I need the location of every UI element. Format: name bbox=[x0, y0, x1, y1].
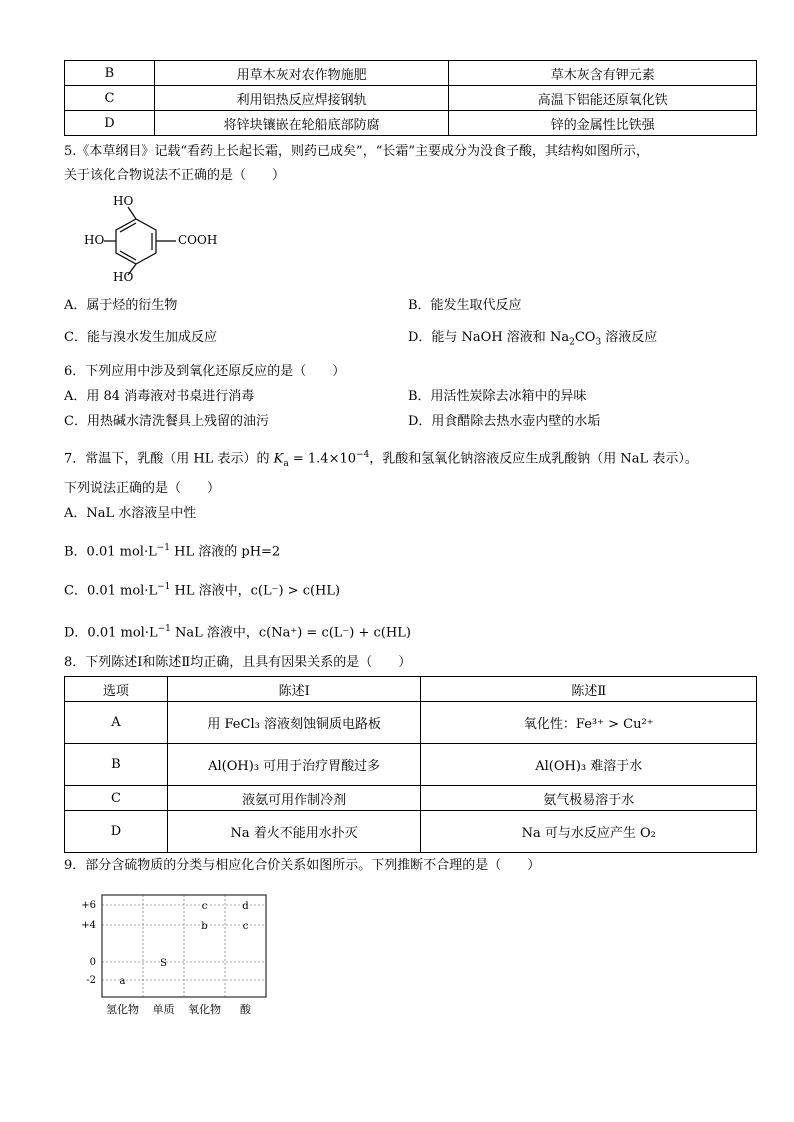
statement-2-cell: 草木灰含有钾元素 bbox=[449, 61, 757, 86]
statement-2-cell: Al(OH)₃ 难溶于水 bbox=[421, 744, 757, 786]
q5-option-b: B．能发生取代反应 bbox=[408, 298, 522, 313]
table-header-row bbox=[65, 677, 757, 702]
q7-option-c bbox=[64, 578, 340, 600]
q7-b-tail: HL 溶液的 pH=2 bbox=[170, 544, 281, 560]
statement-2-cell: 氧化性：Fe³⁺ > Cu²⁺ bbox=[421, 702, 757, 744]
q7-stem-line2: 下列说法正确的是（ ） bbox=[64, 481, 221, 496]
data-point-label: b bbox=[201, 921, 208, 932]
ho-mid-label: HO bbox=[84, 233, 105, 247]
ho-top-label: HO bbox=[113, 194, 134, 208]
q5-option-c: C．能与溴水发生加成反应 bbox=[64, 330, 217, 345]
table-row bbox=[65, 61, 757, 86]
ka-value: = 1.4×10 bbox=[288, 451, 357, 467]
statement-1-cell: Al(OH)₃ 可用于治疗胃酸过多 bbox=[167, 744, 421, 786]
formula-na: Na bbox=[549, 330, 570, 345]
data-point-label: c bbox=[242, 921, 249, 932]
subscript: 2 bbox=[569, 337, 575, 348]
gallic-acid-structure bbox=[80, 192, 240, 287]
q8-stem: 8．下列陈述Ⅰ和陈述Ⅱ均正确，且具有因果关系的是（ ） bbox=[64, 655, 412, 670]
cooh-label: COOH bbox=[178, 233, 218, 247]
statement-1-cell: 用草木灰对农作物施肥 bbox=[154, 61, 449, 86]
exponent: −1 bbox=[157, 582, 171, 592]
table-row bbox=[65, 702, 757, 744]
q7-stem-text: 7．常温下，乳酸（用 HL 表示）的 bbox=[64, 451, 274, 467]
option-cell: B bbox=[65, 744, 168, 786]
y-tick-label: +6 bbox=[81, 900, 96, 911]
ka-subscript: a bbox=[283, 458, 289, 469]
statement-1-cell: Na 着火不能用水扑灭 bbox=[167, 811, 421, 853]
statement-1-cell: 用 FeCl₃ 溶液刻蚀铜质电路板 bbox=[167, 702, 421, 744]
statement-2-cell: 锌的金属性比铁强 bbox=[449, 111, 757, 136]
q6-stem: 6．下列应用中涉及到氧化还原反应的是（ ） bbox=[64, 364, 346, 379]
ka-symbol: K bbox=[273, 451, 284, 467]
statement-2-cell: 高温下铝能还原氧化铁 bbox=[449, 86, 757, 111]
table-row bbox=[65, 811, 757, 853]
statement-1-cell: 将锌块镶嵌在轮船底部防腐 bbox=[154, 111, 449, 136]
exponent: −1 bbox=[156, 543, 170, 553]
q7-b-text: B．0.01 mol·L bbox=[64, 544, 157, 560]
q5-d-text: D．能与 NaOH 溶液和 bbox=[408, 330, 550, 345]
subscript: 3 bbox=[595, 337, 602, 348]
option-cell: B bbox=[65, 61, 155, 86]
q5-option-a: A．属于烃的衍生物 bbox=[64, 298, 178, 313]
x-category-label: 单质 bbox=[152, 1003, 175, 1016]
y-tick-label: +4 bbox=[81, 920, 96, 931]
q7-d-tail: NaL 溶液中，c(Na⁺) = c(L⁻) + c(HL) bbox=[170, 625, 411, 641]
option-cell: C bbox=[65, 786, 168, 811]
q6-option-d: D．用食醋除去热水壶内壁的水垢 bbox=[408, 414, 601, 429]
q7-option-d bbox=[64, 620, 411, 642]
option-cell: D bbox=[65, 811, 168, 853]
y-tick-label: -2 bbox=[86, 975, 96, 986]
data-point-label: S bbox=[160, 958, 167, 969]
q7-stem-line1 bbox=[64, 446, 698, 473]
q7-d-text: D．0.01 mol·L bbox=[64, 625, 158, 641]
x-category-label: 氢化物 bbox=[106, 1003, 139, 1016]
option-cell: D bbox=[65, 111, 155, 136]
q7-c-text: C．0.01 mol·L bbox=[64, 583, 158, 599]
header-statement-2: 陈述Ⅱ bbox=[421, 677, 757, 702]
table-row bbox=[65, 744, 757, 786]
q7-stem-tail: ，乳酸和氢氧化钠溶液反应生成乳酸钠（用 NaL 表示）。 bbox=[369, 451, 698, 467]
sulfur-valence-chart bbox=[70, 885, 280, 1025]
q7-option-b bbox=[64, 539, 280, 561]
table-q4-continuation bbox=[64, 60, 757, 136]
data-point-label: c bbox=[201, 901, 208, 912]
table-row bbox=[65, 786, 757, 811]
q6-option-c: C．用热碱水清洗餐具上残留的油污 bbox=[64, 414, 269, 429]
data-point-label: a bbox=[119, 976, 126, 987]
q6-option-a: A．用 84 消毒液对书桌进行消毒 bbox=[64, 389, 255, 404]
q7-c-tail: HL 溶液中，c(L⁻) > c(HL) bbox=[170, 583, 341, 599]
option-cell: C bbox=[65, 86, 155, 111]
table-q8 bbox=[64, 676, 757, 853]
ho-bottom-label: HO bbox=[113, 270, 134, 284]
q5-d-tail: 溶液反应 bbox=[601, 330, 658, 345]
q5-option-d bbox=[408, 329, 657, 352]
statement-1-cell: 利用铝热反应焊接钢轨 bbox=[154, 86, 449, 111]
statement-1-cell: 液氨可用作制冷剂 bbox=[167, 786, 421, 811]
statement-2-cell: 氨气极易溶于水 bbox=[421, 786, 757, 811]
x-category-label: 氧化物 bbox=[188, 1003, 221, 1016]
ka-exponent: −4 bbox=[356, 450, 370, 460]
chart-svg bbox=[70, 885, 280, 1025]
q6-option-b: B．用活性炭除去冰箱中的异味 bbox=[408, 389, 587, 404]
table-row bbox=[65, 86, 757, 111]
q9-stem: 9．部分含硫物质的分类与相应化合价关系如图所示。下列推断不合理的是（ ） bbox=[64, 858, 541, 873]
data-point-label: d bbox=[242, 901, 249, 912]
table-row bbox=[65, 111, 757, 136]
y-tick-label: 0 bbox=[89, 957, 96, 968]
formula-co: CO bbox=[574, 330, 596, 345]
exponent: −1 bbox=[157, 624, 171, 634]
q7-option-a: A．NaL 水溶液呈中性 bbox=[64, 506, 197, 521]
q5-stem-line1: 5.《本草纲目》记载“看药上长起长霜，则药已成矣”，“长霜”主要成分为没食子酸，其结构如图所示， bbox=[64, 144, 649, 159]
option-cell: A bbox=[65, 702, 168, 744]
header-option: 选项 bbox=[65, 677, 168, 702]
q5-stem-line2: 关于该化合物说法不正确的是（ ） bbox=[64, 168, 286, 183]
header-statement-1: 陈述Ⅰ bbox=[167, 677, 421, 702]
x-category-label: 酸 bbox=[240, 1003, 251, 1016]
statement-2-cell: Na 可与水反应产生 O₂ bbox=[421, 811, 757, 853]
